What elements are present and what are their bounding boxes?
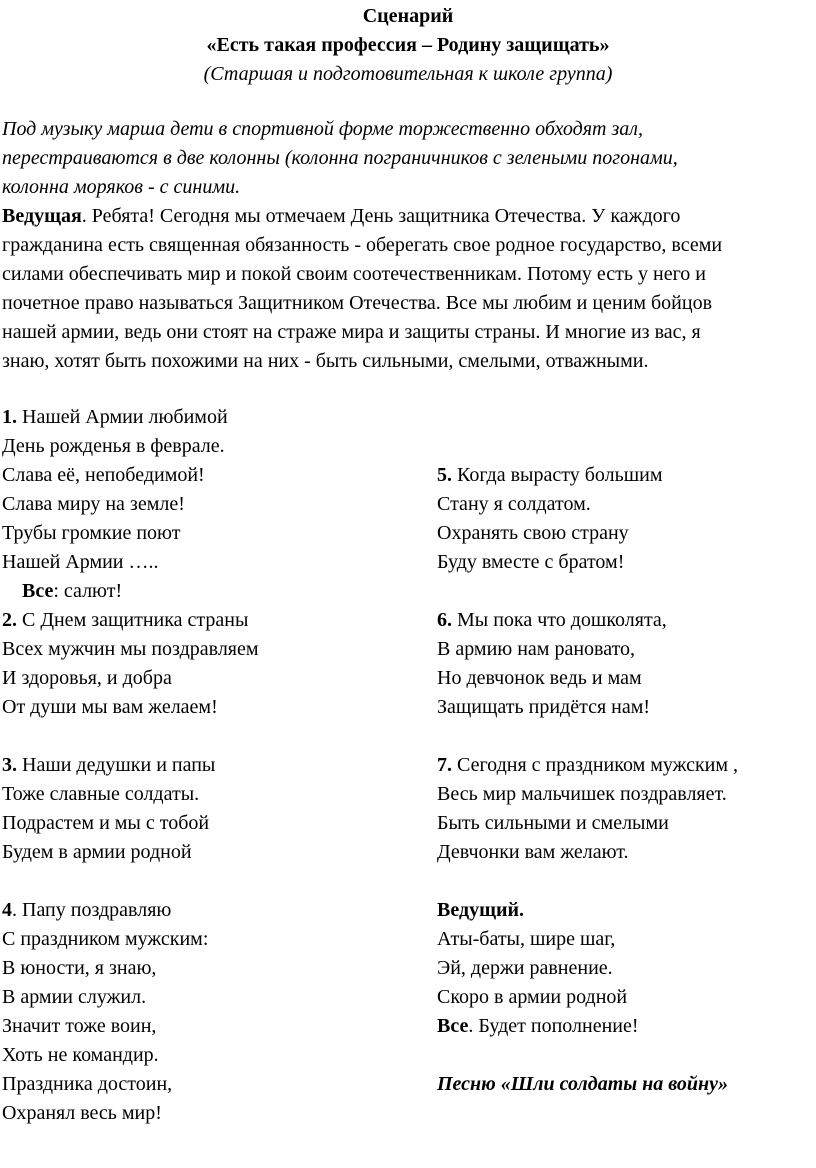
poem-7-first-line: 7. Сегодня с праздником мужским , [437,754,739,776]
poem-line: Стану я солдатом. [437,493,591,515]
stanza-gap [437,1041,807,1070]
intro-section [2,115,802,376]
poem-line: С праздником мужским: [2,928,209,950]
poem-line: И здоровья, и добра [2,667,172,689]
host-speech-line: силами обеспечивать мир и покой своим соотечественникам. Потому есть у него и [2,263,706,285]
poem-line: Но девчонок ведь и мам [437,667,642,689]
poem-4-first-line: 4. Папу поздравляю [2,899,172,921]
group-note: (Старшая и подготовительная к школе группа) [203,63,613,85]
poem-line: День рожденья в феврале. [2,435,225,457]
poem-line: Будем в армии родной [2,841,192,863]
stanza-gap [437,867,807,896]
poem-3-first-line: 3. Наши дедушки и папы [2,754,216,776]
poem-line: Буду вместе с братом! [437,551,625,573]
host-speaker-label: Ведущая [2,205,82,227]
poem-line: Тоже славные солдаты. [2,783,200,805]
host-speech-line: почетное право называться Защитником Отечества. Все мы любим и ценим бойцов [2,292,713,314]
poem-line: Нашей Армии ….. [2,551,159,573]
poem-5-first-line: 5. Когда вырасту большим [437,464,663,486]
poem-2-first-line: 2. С Днем защитника страны [2,609,249,631]
poem-1-first-line: 1. Нашей Армии любимой [2,406,228,428]
document-title: Сценарий [362,5,454,27]
left-poem-column [2,403,402,1128]
poem-number: 2. [2,609,17,631]
poem-line: Охранять свою страну [437,522,629,544]
song-direction: Песню «Шли солдаты на войну» [437,1073,729,1095]
poem-number: 3. [2,754,17,776]
poem-line: Подрастем и мы с тобой [2,812,210,834]
poem-number: 4 [2,899,12,921]
poem-line: Девчонки вам желают. [437,841,629,863]
host-speech-text: . Ребята! Сегодня мы отмечаем День защитника Отечества. У каждого [81,205,681,227]
poem-number: 7. [437,754,452,776]
poem-number: 5. [437,464,452,486]
poem-line: В армию нам рановато, [437,638,636,660]
poem-line: В армии служил. [2,986,147,1008]
poem-line: Аты-баты, шире шаг, [437,928,616,950]
poem-line: Праздника достоин, [2,1073,173,1095]
host-speaker-heading: Ведущий. [437,899,525,921]
poem-line: Скоро в армии родной [437,986,628,1008]
poem-6-first-line: 6. Мы пока что дошколята, [437,609,667,631]
stage-direction-line: Под музыку марша дети в спортивной форме торжественно обходят зал, [2,118,643,140]
host-speech-line: знаю, хотят быть похожими на них - быть сильными, смелыми, отважными. [2,350,649,372]
stanza-gap [437,577,807,606]
poem-number: 1. [2,406,17,428]
poem-number: 6. [437,609,452,631]
poem-line: Всех мужчин мы поздравляем [2,638,259,660]
poem-line: Эй, держи равнение. [437,957,613,979]
right-poem-column [437,461,807,1099]
stanza-gap [437,722,807,751]
chorus-label: Все [437,1015,469,1037]
host-speech-line: нашей армии, ведь они стоят на страже мира и защиты страны. И многие из вас, я [2,321,701,343]
chorus-line: Все: салют! [22,580,123,602]
poem-line: Трубы громкие поют [2,522,181,544]
poem-line: Весь мир мальчишек поздравляет. [437,783,727,805]
host-speech-line: гражданина есть священная обязанность - оберегать свое родное государство, всеми [2,234,723,256]
chorus-line: Все. Будет пополнение! [437,1015,639,1037]
poem-line: Охранял весь мир! [2,1102,162,1124]
poem-line: От души мы вам желаем! [2,696,218,718]
stanza-gap [2,722,402,751]
stage-direction-line: перестраиваются в две колонны (колонна пограничников с зелеными погонами, [2,147,678,169]
poem-line: Защищать придётся нам! [437,696,651,718]
poem-line: Значит тоже воин, [2,1015,157,1037]
poem-line: В юности, я знаю, [2,957,157,979]
poem-line: Слава миру на земле! [2,493,185,515]
stage-direction-line: колонна моряков - с синими. [2,176,241,198]
poem-line: Хоть не командир. [2,1044,159,1066]
document-subtitle: «Есть такая профессия – Родину защищать» [206,34,610,56]
host-speech-line [2,202,802,231]
poem-line: Быть сильными и смелыми [437,812,669,834]
chorus-label: Все [22,580,54,602]
stanza-gap [2,867,402,896]
poem-line: Слава её, непобедимой! [2,464,205,486]
